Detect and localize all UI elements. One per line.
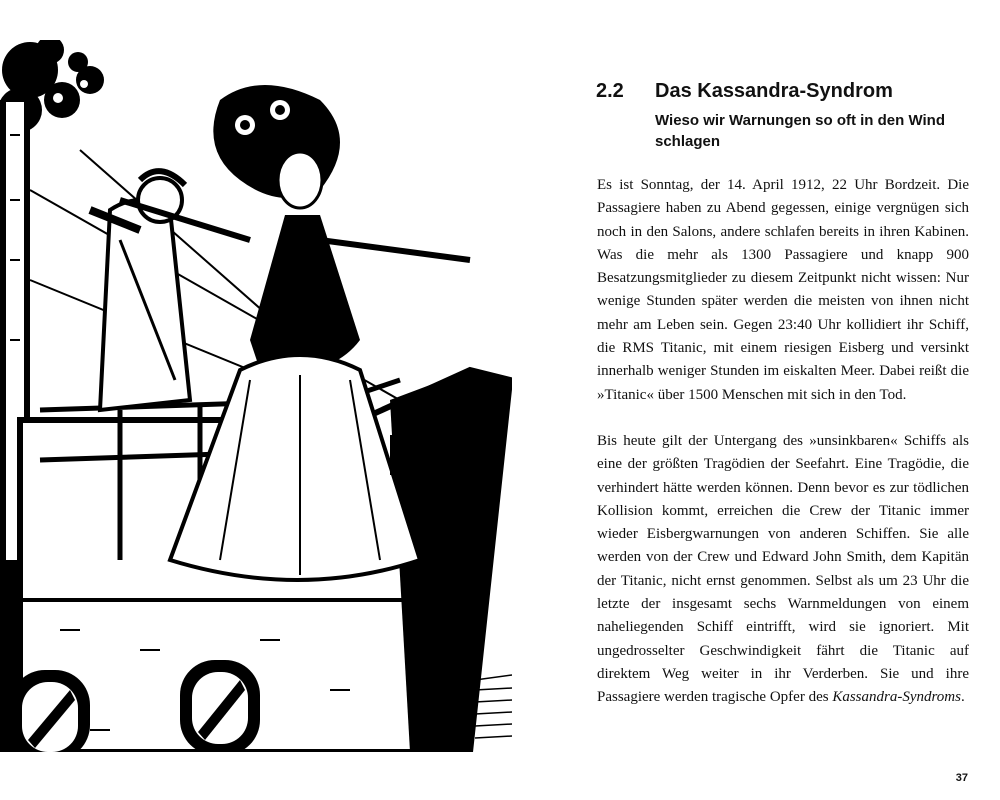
porthole [180, 660, 260, 752]
paragraph-text: Bis heute gilt der Untergang des »unsinkbaren« Schiffs als eine der größten Tragödien der Seefahrt. Eine Tragödie, die verhindert hätte werden können. Denn bevor es zur tödlichen Kollision kommt, erreichen die Crew der Titanic immer wieder Eisbergwarnungen von anderen Schiffen. Sie alle werden von der Crew und Edward John Smith, dem Kapitän der Titanic, nicht ernst genommen. Selbst als um 23 Uhr die letzte der insgesamt sechs Warnmeldungen von einem naheliegenden Schiff eintrifft, wird sie ignoriert. Mit ungedrosselter Geschwindigkeit fährt die Titanic auf direktem Weg weiter in ihr Verderben. Sie und ihre Passagiere werden tragische Opfer des [597, 432, 969, 706]
paragraph-end: . [960, 689, 965, 706]
emphasized-term: Kassandra-Syndroms [832, 689, 961, 706]
section-subtitle: Wieso wir Warnungen so oft in den Wind schlagen [655, 112, 945, 150]
illustration [0, 40, 512, 752]
water [475, 675, 512, 738]
section-title: Das Kassandra-Syndrom [655, 80, 893, 102]
page-number: 37 [955, 772, 968, 784]
paragraph [597, 430, 969, 710]
porthole [10, 670, 90, 752]
section-number: 2.2 [596, 80, 624, 102]
paragraph: Es ist Sonntag, der 14. April 1912, 22 Uhr Bordzeit. Die Passagiere haben zu Abend gegessen, einige vergnügen sich noch in den Salons, andere schlafen bereits in ihren Kabinen. Was die mehr als 1300 Passagiere und knapp 900 Besatzungsmitglieder zu diesem Zeitpunkt nicht wissen: Nur wenige Stunden später werden die meisten von ihnen nicht mehr am Leben sein. Gegen 23:40 Uhr kollidiert ihr Schiff, die RMS Titanic, mit einem riesigen Eisberg und versinkt innerhalb weniger Stunden im eiskalten Meer. Dabei reißt die »Titanic« über 1500 Menschen mit sich in den Tod. [597, 177, 969, 403]
body-text [597, 174, 969, 733]
